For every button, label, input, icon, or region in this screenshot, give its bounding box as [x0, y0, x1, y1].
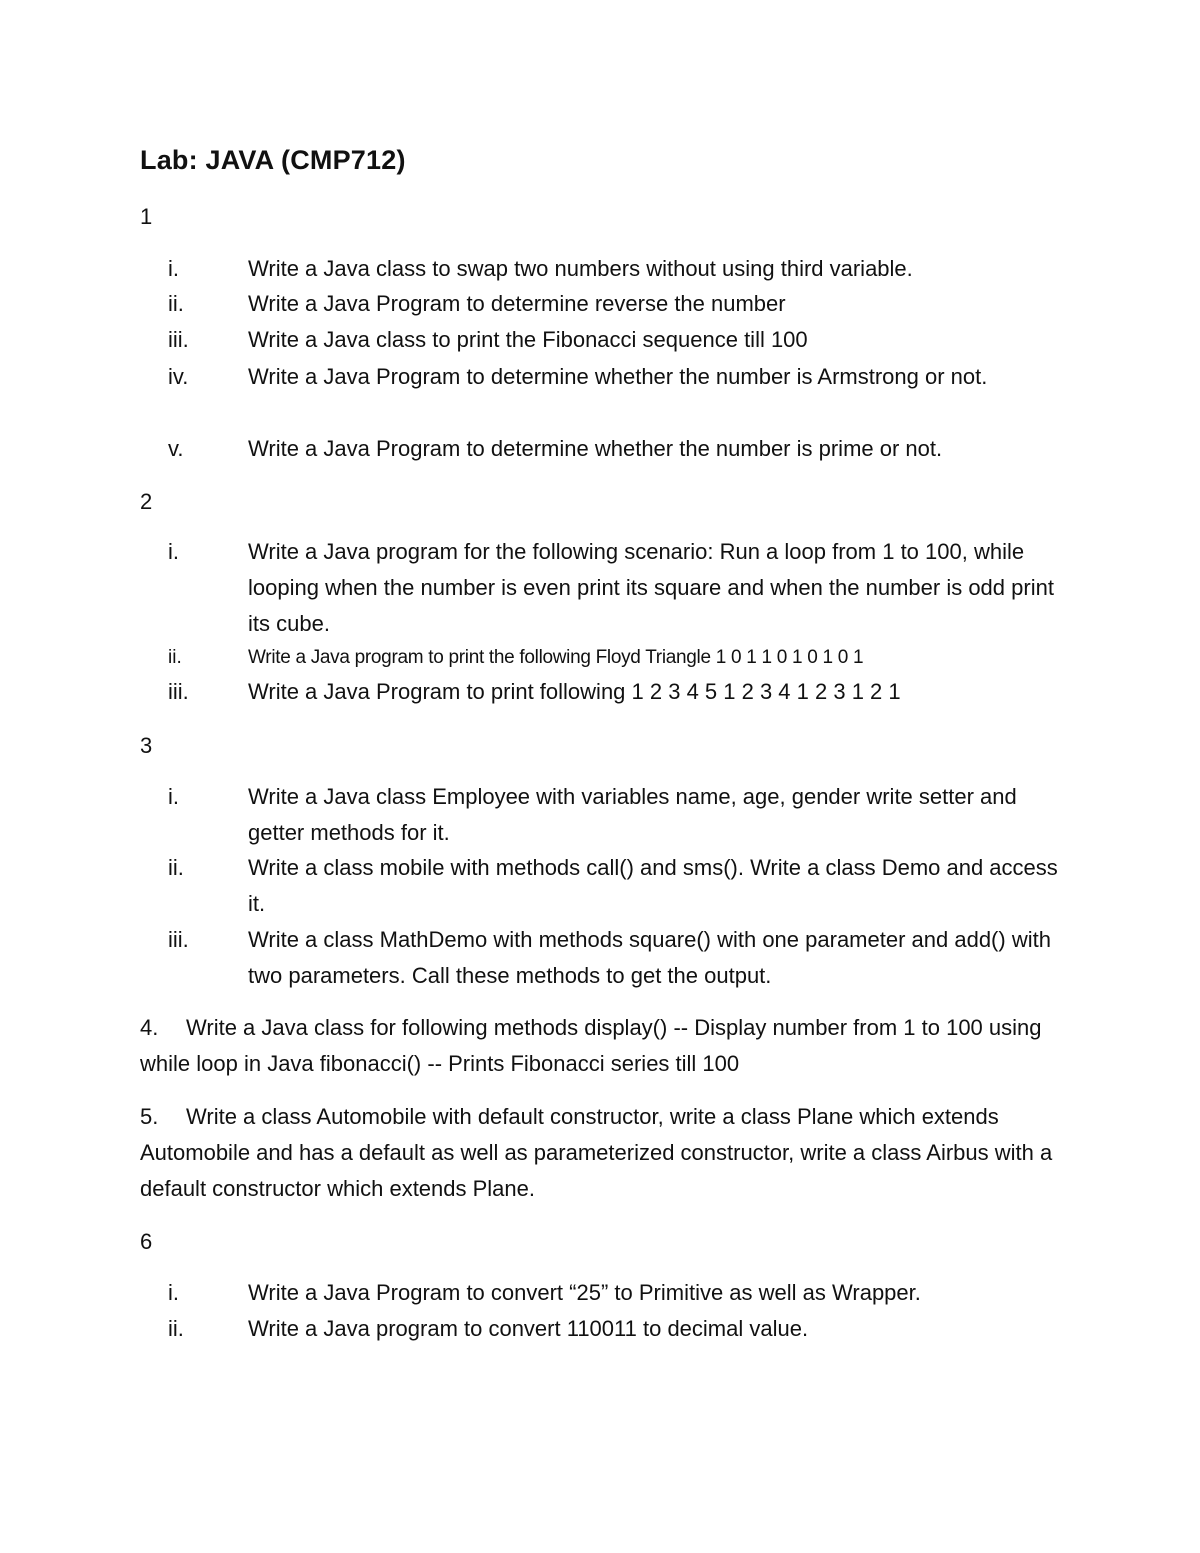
list-item-number: v. — [168, 436, 184, 461]
list-item-number: ii. — [168, 647, 182, 668]
list-item-text: Write a Java class to print the Fibonacci sequence till 100 — [248, 327, 808, 352]
list-item-text: Write a Java program to print the following Floyd Triangle 1 0 1 1 0 1 0 1 0 1 — [248, 647, 864, 668]
section-2-number: 2 — [140, 489, 153, 514]
section-5-text: Write a class Automobile with default constructor, write a class Plane which extends Automobile and has a default as well as parameterized constructor, write a class Airbus with a default constructor which extends Plane. — [140, 1104, 1053, 1201]
list-item-text: Write a Java class to swap two numbers without using third variable. — [248, 256, 913, 281]
section-4-number: 4. — [140, 1015, 159, 1040]
list-item-text: Write a class MathDemo with methods square() with one parameter and add() with two parameters. Call these methods to get the output. — [248, 927, 1051, 988]
list-item-number: i. — [168, 256, 179, 281]
list-item-number: ii. — [168, 855, 184, 880]
list-item-text: Write a Java program for the following scenario: Run a loop from 1 to 100, while looping when the number is even print its square and when the number is odd print its cube. — [248, 539, 1054, 636]
section-3-number: 3 — [140, 733, 153, 758]
list-item-number: iii. — [168, 927, 189, 952]
list-item-number: iii. — [168, 679, 189, 704]
list-item-text: Write a Java program to convert 110011 to decimal value. — [248, 1316, 809, 1341]
list-item-text: Write a Java Program to convert “25” to Primitive as well as Wrapper. — [248, 1280, 921, 1305]
section-1-number: 1 — [140, 204, 153, 229]
list-item-number: i. — [168, 539, 179, 564]
list-item-text: Write a Java Program to print following 1 2 3 4 5 1 2 3 4 1 2 3 1 2 1 — [248, 679, 901, 704]
section-5-number: 5. — [140, 1104, 159, 1129]
list-item-number: ii. — [168, 291, 184, 316]
list-item-text: Write a class mobile with methods call() and sms(). Write a class Demo and access it. — [248, 855, 1058, 916]
list-item-text: Write a Java Program to determine whether the number is prime or not. — [248, 436, 943, 461]
list-item-text: Write a Java Program to determine whether the number is Armstrong or not. — [248, 364, 988, 389]
section-4-text: Write a Java class for following methods display() -- Display number from 1 to 100 using while loop in Java fibonacci() -- Prints Fibonacci series till 100 — [140, 1015, 1042, 1076]
list-item-number: iv. — [168, 364, 189, 389]
list-item-number: i. — [168, 784, 179, 809]
section-6-number: 6 — [140, 1229, 153, 1254]
list-item-text: Write a Java Program to determine reverse the number — [248, 291, 786, 316]
page-title: Lab: JAVA (CMP712) — [140, 145, 406, 175]
list-item-number: iii. — [168, 327, 189, 352]
list-item-text: Write a Java class Employee with variables name, age, gender write setter and getter methods for it. — [248, 784, 1017, 845]
list-item-number: ii. — [168, 1316, 184, 1341]
section-5-paragraph — [140, 1099, 1060, 1207]
section-4-paragraph — [140, 1010, 1060, 1082]
list-item-number: i. — [168, 1280, 179, 1305]
